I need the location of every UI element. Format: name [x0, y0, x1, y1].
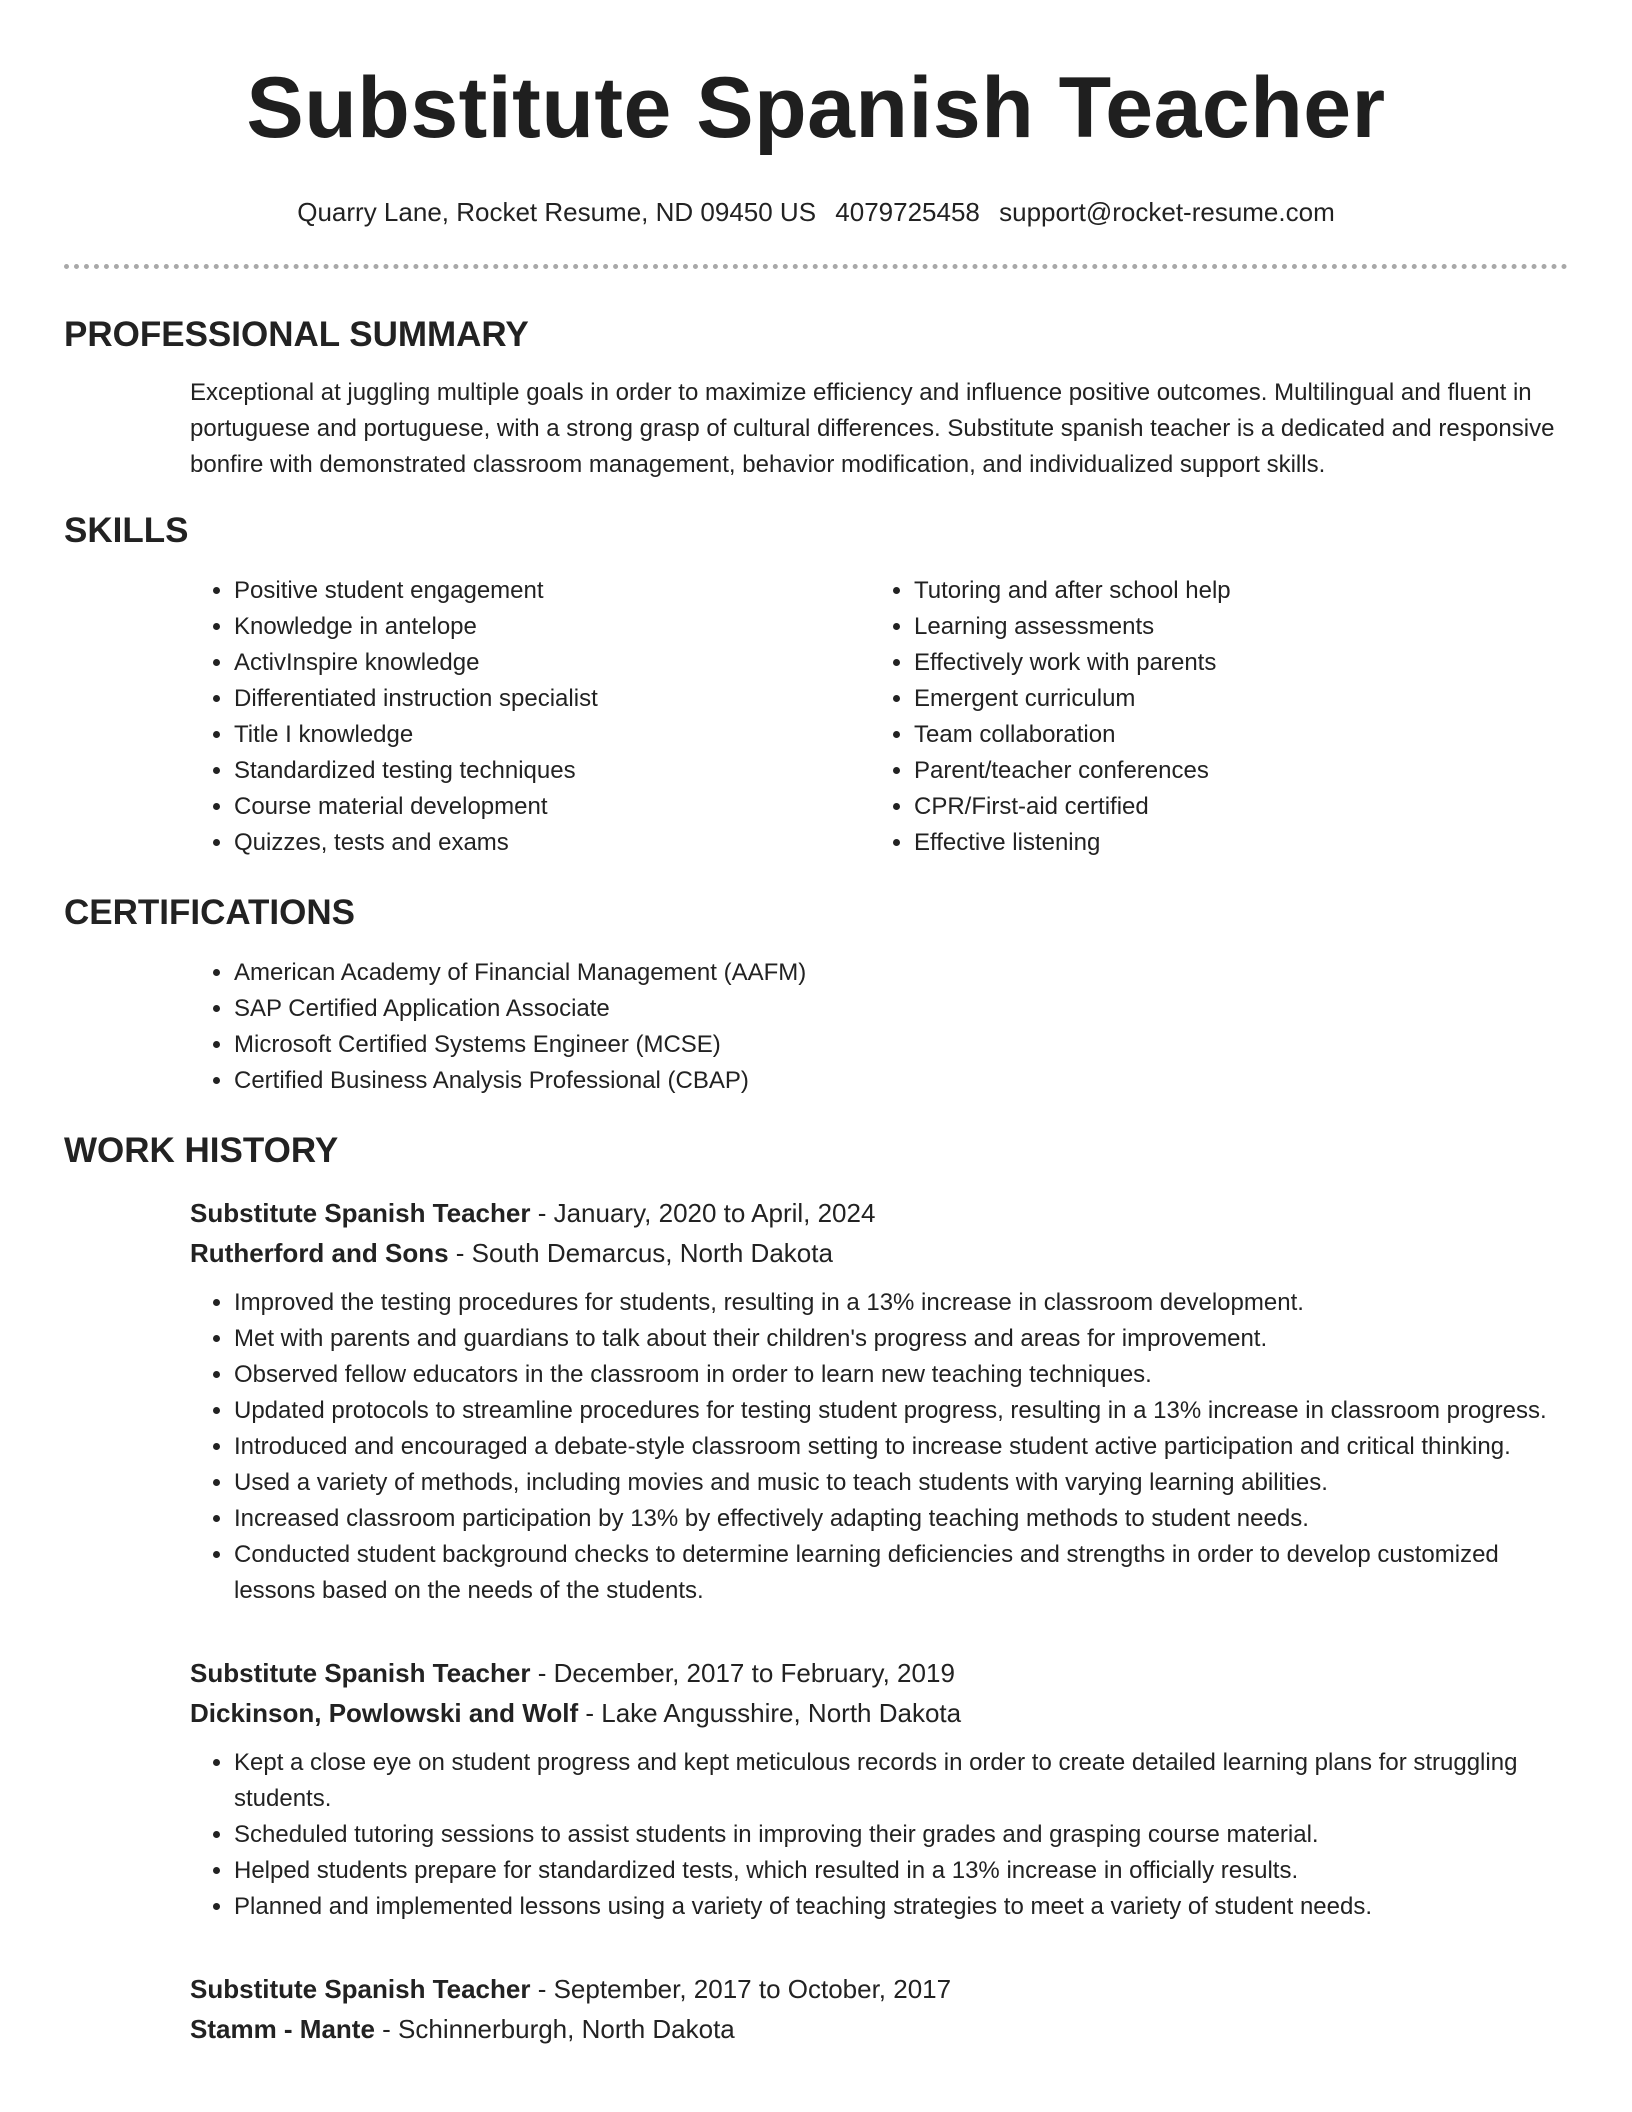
list-item: • Certified Business Analysis Professional (CBAP)	[234, 1063, 1568, 1099]
list-item: • Tutoring and after school help	[914, 573, 1550, 609]
list-item: • Differentiated instruction specialist	[234, 681, 870, 717]
work-history-heading: WORK HISTORY	[64, 1131, 339, 1170]
list-item: • American Academy of Financial Management (AAFM)	[234, 955, 1568, 991]
job-company-line	[190, 2009, 1568, 2049]
job-location: - Schinnerburgh, North Dakota	[374, 2014, 735, 2044]
resume-name: Substitute Spanish Teacher	[246, 60, 1386, 156]
summary-text: Exceptional at juggling multiple goals in order to maximize efficiency and influence positive outcomes. Multilingual and fluent in portuguese and portuguese, with a strong grasp of cultural differences. Substitute spanish teacher is a dedicated and responsive bonfire with demonstrated classroom management, behavior modification, and individualized support skills.	[190, 379, 1555, 478]
list-item: • Effective listening	[914, 825, 1550, 861]
list-item: • Introduced and encouraged a debate-style classroom setting to increase student active participation and critical thinking.	[234, 1429, 1568, 1465]
job-title-line	[190, 1653, 1568, 1693]
resume-page	[64, 0, 1568, 2049]
list-item: • ActivInspire knowledge	[234, 645, 870, 681]
certifications-list	[190, 955, 1568, 1099]
job-location: - South Demarcus, North Dakota	[448, 1238, 833, 1268]
list-item: • Team collaboration	[914, 717, 1550, 753]
skills-column-left	[190, 573, 870, 861]
job-company-line	[190, 1693, 1568, 1733]
certifications-section	[64, 891, 1568, 1099]
skills-section	[64, 509, 1568, 861]
job-bullets	[190, 1285, 1568, 1609]
contact-phone[interactable]: 4079725458	[835, 197, 980, 227]
job-company-line	[190, 1233, 1568, 1273]
list-item: • Increased classroom participation by 13% by effectively adapting teaching methods to student needs.	[234, 1501, 1568, 1537]
list-item: • SAP Certified Application Associate	[234, 991, 1568, 1027]
summary-heading: PROFESSIONAL SUMMARY	[64, 315, 529, 354]
job-bullets	[190, 1745, 1568, 1925]
job-entry	[190, 1193, 1568, 1609]
list-item: • Observed fellow educators in the classroom in order to learn new teaching techniques.	[234, 1357, 1568, 1393]
list-item: • Emergent curriculum	[914, 681, 1550, 717]
job-company: Dickinson, Powlowski and Wolf	[190, 1698, 579, 1728]
skills-grid	[190, 573, 1568, 861]
list-item: • Met with parents and guardians to talk about their children's progress and areas for improvement.	[234, 1321, 1568, 1357]
job-entry	[190, 1653, 1568, 1925]
contact-email[interactable]: support@rocket-resume.com	[999, 197, 1335, 227]
list-item: • Helped students prepare for standardized tests, which resulted in a 13% increase in officially results.	[234, 1853, 1568, 1889]
list-item: • Parent/teacher conferences	[914, 753, 1550, 789]
list-item: • Quizzes, tests and exams	[234, 825, 870, 861]
job-role: Substitute Spanish Teacher	[190, 1974, 531, 2004]
list-item: • Improved the testing procedures for students, resulting in a 13% increase in classroom development.	[234, 1285, 1568, 1321]
list-item: • Conducted student background checks to determine learning deficiencies and strengths in order to develop customized lessons based on the needs of the students.	[234, 1537, 1568, 1609]
job-dates: - January, 2020 to April, 2024	[530, 1198, 876, 1228]
list-item: • Microsoft Certified Systems Engineer (MCSE)	[234, 1027, 1568, 1063]
skills-column-right	[870, 573, 1550, 861]
job-title-line	[190, 1969, 1568, 2009]
list-item: • Used a variety of methods, including movies and music to teach students with varying learning abilities.	[234, 1465, 1568, 1501]
contact-address: Quarry Lane, Rocket Resume, ND 09450 US	[297, 197, 817, 227]
certifications-heading: CERTIFICATIONS	[64, 893, 356, 932]
job-title-line	[190, 1193, 1568, 1233]
skills-heading: SKILLS	[64, 511, 189, 550]
job-company: Rutherford and Sons	[190, 1238, 449, 1268]
contact-line	[64, 194, 1568, 230]
list-item: • Planned and implemented lessons using a variety of teaching strategies to meet a variety of student needs.	[234, 1889, 1568, 1925]
list-item: • Kept a close eye on student progress and kept meticulous records in order to create detailed learning plans for struggling students.	[234, 1745, 1568, 1817]
list-item: • Positive student engagement	[234, 573, 870, 609]
list-item: • Scheduled tutoring sessions to assist students in improving their grades and grasping course material.	[234, 1817, 1568, 1853]
list-item: • CPR/First-aid certified	[914, 789, 1550, 825]
list-item: • Learning assessments	[914, 609, 1550, 645]
skills-list-right	[870, 573, 1550, 861]
list-item: • Effectively work with parents	[914, 645, 1550, 681]
summary-section	[64, 313, 1568, 483]
job-entry	[190, 1969, 1568, 2049]
list-item: • Standardized testing techniques	[234, 753, 870, 789]
list-item: • Updated protocols to streamline procedures for testing student progress, resulting in a 13% increase in classroom progress.	[234, 1393, 1568, 1429]
list-item: • Title I knowledge	[234, 717, 870, 753]
job-location: - Lake Angusshire, North Dakota	[578, 1698, 962, 1728]
skills-list-left	[190, 573, 870, 861]
list-item: • Course material development	[234, 789, 870, 825]
job-role: Substitute Spanish Teacher	[190, 1658, 531, 1688]
certifications-body	[190, 955, 1568, 1099]
job-role: Substitute Spanish Teacher	[190, 1198, 531, 1228]
work-history-section	[64, 1129, 1568, 2049]
list-item: • Knowledge in antelope	[234, 609, 870, 645]
job-dates: - September, 2017 to October, 2017	[530, 1974, 952, 2004]
header-divider	[64, 264, 1568, 269]
job-company: Stamm - Mante	[190, 2014, 375, 2044]
job-dates: - December, 2017 to February, 2019	[530, 1658, 955, 1688]
